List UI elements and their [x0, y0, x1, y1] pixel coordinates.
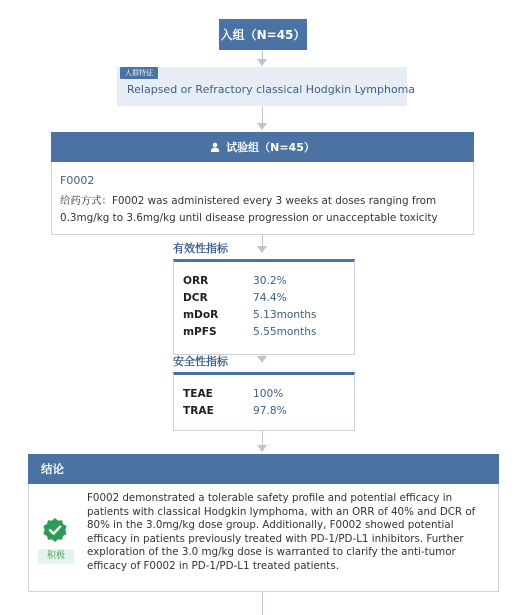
- connector-arrow: [257, 59, 267, 66]
- safety-label: 安全性指标: [173, 355, 228, 368]
- conclusion-body: [28, 484, 499, 592]
- regimen-text: 给药方式：F0002 was administered every 3 weeks at doses ranging from 0.3mg/kg to 3.6mg/kg until disease progression or unacceptable toxicity: [60, 195, 438, 224]
- population-text: Relapsed or Refractory classical Hodgkin Lymphoma: [127, 83, 416, 96]
- enrollment-label: 入组（N=45）: [220, 28, 306, 42]
- efficacy-label: 有效性指标: [173, 242, 228, 255]
- conclusion-title: 结论: [41, 462, 64, 476]
- arm-title: 试验组（N=45）: [226, 141, 315, 154]
- metric-row: mPFS 5.55months: [183, 326, 317, 338]
- connector-arrow: [257, 123, 267, 130]
- efficacy-card: [173, 259, 355, 355]
- safety-card: [173, 372, 355, 431]
- conclusion-header: [28, 454, 499, 484]
- metric-row: DCR 74.4%: [183, 292, 287, 304]
- population-tag: 人群特征: [120, 67, 158, 79]
- conclusion-text: F0002 demonstrated a tolerable safety profile and potential efficacy in patients with classical Hodgkin lymphoma, with an ORR of 40% and DCR of 80% in the 3.0mg/kg dose group. Additionally, F0002 showed potential efficacy in patients previously treated with PD-1/PD-L1 inhibitors. Further exploration of the 3.0 mg/kg dose is warranted to clarify the anti-tumor efficacy of F0002 in PD-1/PD-L1 treated patients.: [87, 492, 476, 572]
- connector-line: [262, 592, 263, 615]
- drug-code: F0002: [60, 174, 95, 187]
- check-badge-icon: [42, 517, 68, 543]
- connector-line: [262, 106, 263, 124]
- population-box: [117, 67, 416, 106]
- metric-row: mDoR 5.13months: [183, 309, 317, 321]
- arm-header: [51, 132, 474, 162]
- metric-row: TEAE 100%: [183, 388, 284, 400]
- metric-row: ORR 30.2%: [183, 275, 287, 287]
- arm-body: [51, 162, 474, 235]
- connector-arrow: [257, 445, 267, 452]
- connector-arrow: [257, 356, 267, 363]
- positive-badge-label: 积极: [38, 549, 74, 564]
- enrollment-box: [219, 19, 307, 50]
- user-icon: [210, 142, 220, 152]
- metric-row: TRAE 97.8%: [183, 405, 287, 417]
- connector-arrow: [257, 246, 267, 253]
